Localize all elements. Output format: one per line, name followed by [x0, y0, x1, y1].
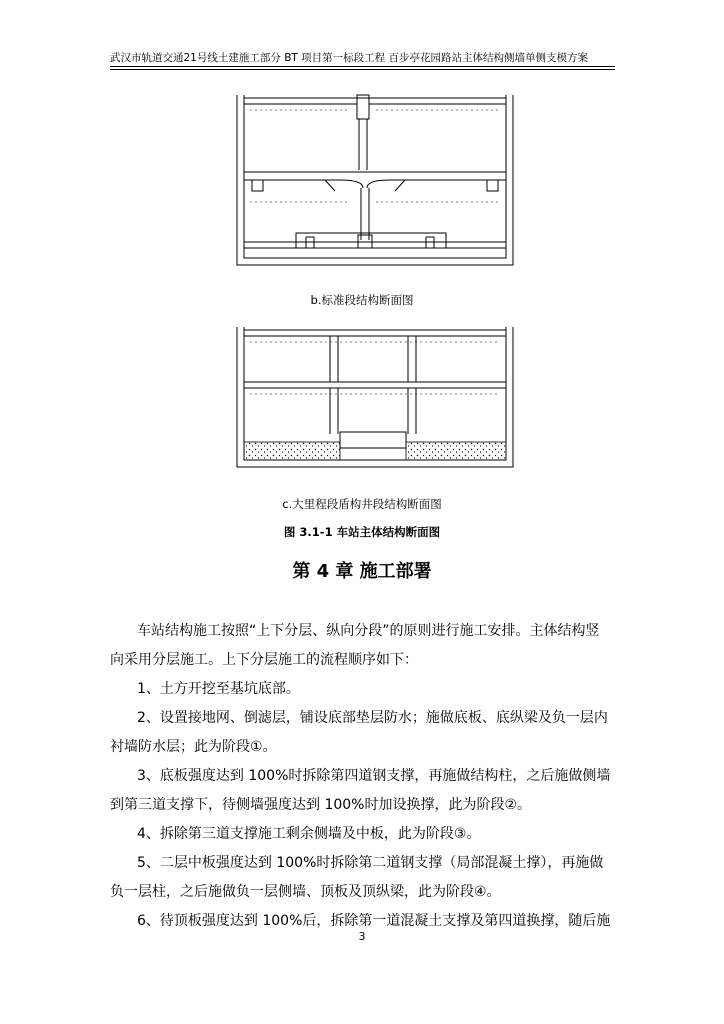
- chapter-title: 第 4 章 施工部署: [292, 561, 432, 582]
- header-rule: [110, 66, 615, 67]
- standard-section-drawing: [230, 90, 520, 270]
- step-1: 1、土方开挖至基坑底部。: [137, 681, 300, 697]
- step-6-line1: 6、待顶板强度达到 100%后，拆除第一道混凝土支撑及第四道换撑，随后施: [137, 913, 611, 929]
- figure-title: 图 3.1-1 车站主体结构断面图: [283, 525, 441, 539]
- shield-well-section-drawing: [230, 322, 520, 472]
- step-2-line2: 衬墙防水层；此为阶段①。: [110, 739, 277, 755]
- figure-b-caption: b.标准段结构断面图: [310, 293, 414, 307]
- figure-c-caption: c.大里程段盾构井段结构断面图: [282, 497, 442, 511]
- header-rule-thin: [110, 69, 615, 70]
- step-3-line2: 到第三道支撑下，待侧墙强度达到 100%时加设换撑，此为阶段②。: [110, 797, 532, 813]
- page-number: 3: [358, 930, 366, 943]
- step-5-line2: 负一层柱，之后施做负一层侧墙、顶板及顶纵梁，此为阶段④。: [110, 884, 501, 900]
- step-2-line1: 2、设置接地网、倒滤层，铺设底部垫层防水；施做底板、底纵梁及负一层内: [137, 710, 608, 726]
- step-5-line1: 5、二层中板强度达到 100%时拆除第二道钢支撑（局部混凝土撑），再施做: [137, 855, 604, 871]
- paragraph-intro-line1: 车站结构施工按照“上下分层、纵向分段”的原则进行施工安排。主体结构竖: [137, 623, 600, 639]
- step-4: 4、拆除第三道支撑施工剩余侧墙及中板，此为阶段③。: [137, 826, 481, 842]
- page-header: 武汉市轨道交通21号线土建施工部分 BT 项目第一标段工程 百步亭花园路站主体结构侧墙单侧支模方案: [110, 52, 588, 64]
- step-3-line1: 3、底板强度达到 100%时拆除第四道钢支撑，再施做结构柱，之后施做侧墙: [137, 768, 611, 784]
- paragraph-intro-line2: 向采用分层施工。上下分层施工的流程顺序如下：: [110, 652, 418, 668]
